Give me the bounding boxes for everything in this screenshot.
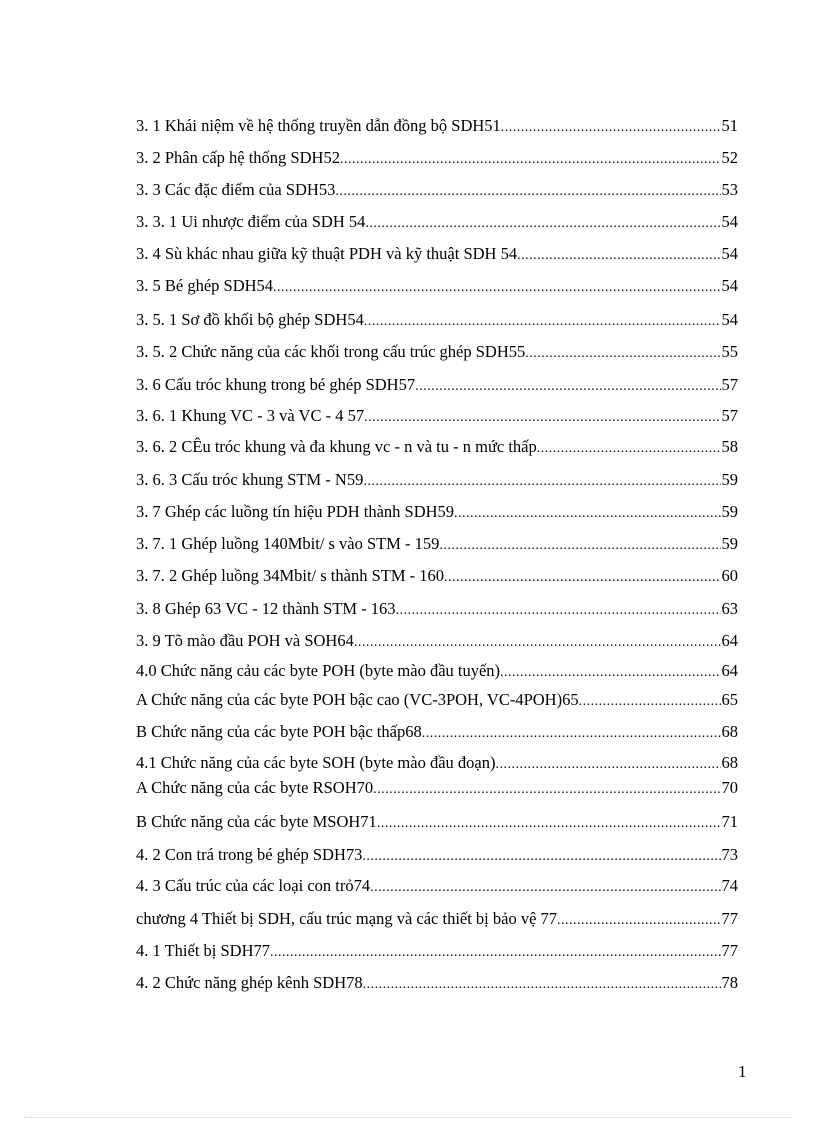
toc-entry-page: 53 — [721, 180, 738, 199]
toc-entry-title: 3. 6. 2 CÊu tróc khung và đa khung vc - n và tu - n mức thấp — [136, 437, 537, 456]
toc-entry-title: chương 4 Thiết bị SDH, cấu trúc mạng và các thiết bị bảo vệ 77 — [136, 909, 558, 928]
toc-entry-title: A Chức năng của các byte RSOH70 — [136, 778, 374, 797]
toc-entry — [136, 599, 738, 621]
toc-entry-page: 52 — [721, 148, 738, 167]
toc-entry — [136, 876, 738, 898]
toc-entry-page: 54 — [721, 244, 738, 263]
toc-entry-page: 64 — [721, 661, 738, 680]
toc-entry-page: 57 — [721, 406, 738, 425]
toc-entry-leader-dots — [362, 847, 720, 867]
toc-entry-leader-dots — [365, 214, 720, 234]
toc-entry-page: 74 — [721, 876, 738, 895]
toc-entry-leader-dots — [270, 943, 721, 963]
toc-entry-page: 54 — [721, 276, 738, 295]
toc-entry — [136, 812, 738, 834]
toc-entry — [136, 180, 738, 202]
toc-entry — [136, 470, 738, 492]
toc-entry-leader-dots — [579, 692, 721, 712]
page-number: 1 — [738, 1062, 747, 1081]
toc-entry — [136, 909, 738, 931]
toc-entry-leader-dots — [273, 278, 720, 298]
toc-entry — [136, 116, 738, 138]
toc-entry-page: 78 — [721, 973, 738, 992]
toc-entry-page: 68 — [721, 722, 738, 741]
toc-entry — [136, 722, 738, 744]
toc-entry — [136, 502, 738, 524]
toc-entry-page: 51 — [721, 116, 738, 135]
toc-entry-leader-dots — [364, 312, 721, 332]
toc-entry-page: 65 — [721, 690, 738, 709]
toc-entry-title: 4. 3 Cấu trúc của các loại con trỏ74 — [136, 876, 371, 895]
toc-entry-leader-dots — [454, 504, 720, 524]
toc-entry-leader-dots — [500, 663, 720, 683]
toc-entry-page: 57 — [721, 375, 738, 394]
toc-entry-title: 3. 5. 2 Chức năng của các khối trong cấu trúc ghép SDH55 — [136, 342, 526, 361]
toc-entry-page: 59 — [721, 470, 738, 489]
toc-entry-page: 55 — [721, 342, 738, 361]
toc-entry-leader-dots — [340, 150, 721, 170]
toc-entry-page: 64 — [721, 631, 738, 650]
toc-entry-title: 3. 6 Cấu tróc khung trong bé ghép SDH57 — [136, 375, 416, 394]
toc-entry-page: 54 — [721, 310, 738, 329]
toc-entry-leader-dots — [501, 118, 721, 138]
toc-entry-leader-dots — [363, 472, 720, 492]
toc-entry-leader-dots — [444, 568, 721, 588]
toc-entry — [136, 375, 738, 397]
toc-entry-leader-dots — [354, 633, 721, 653]
page-bottom-divider — [24, 1117, 792, 1118]
toc-entry-leader-dots — [364, 408, 720, 428]
toc-entry-leader-dots — [370, 878, 720, 898]
toc-entry — [136, 845, 738, 867]
toc-entry-title: 3. 4 Sù khác nhau giữa kỹ thuật PDH và kỹ thuật SDH 54 — [136, 244, 518, 263]
toc-entry-leader-dots — [439, 536, 720, 556]
toc-entry — [136, 690, 738, 712]
toc-entry — [136, 753, 738, 775]
toc-entry-title: B Chức năng của các byte MSOH71 — [136, 812, 377, 831]
toc-entry-title: 3. 7. 1 Ghép luồng 140Mbit/ s vào STM - 159 — [136, 534, 440, 553]
toc-entry-title: 4.1 Chức năng của các byte SOH (byte mào đầu đoạn) — [136, 753, 496, 772]
toc-entry-title: 3. 3. 1 Ui nhược điểm của SDH 54 — [136, 212, 366, 231]
toc-entry-page: 77 — [721, 941, 738, 960]
toc-entry-leader-dots — [373, 780, 720, 800]
toc-entry-title: 4. 2 Con trá trong bé ghép SDH73 — [136, 845, 363, 864]
toc-entry-page: 68 — [721, 753, 738, 772]
toc-entry-title: 3. 2 Phân cấp hệ thống SDH52 — [136, 148, 340, 167]
toc-entry — [136, 973, 738, 995]
toc-entry — [136, 244, 738, 266]
toc-entry-leader-dots — [525, 344, 720, 364]
toc-entry-page: 54 — [721, 212, 738, 231]
toc-entry-title: 4.0 Chức năng cảu các byte POH (byte mào đầu tuyến) — [136, 661, 501, 680]
toc-entry-leader-dots — [415, 377, 720, 397]
toc-entry-leader-dots — [422, 724, 721, 744]
toc-entry-page: 77 — [721, 909, 738, 928]
toc-entry-title: 3. 6. 3 Cấu tróc khung STM - N59 — [136, 470, 364, 489]
toc-entry-title: 3. 7 Ghép các luồng tín hiệu PDH thành SDH59 — [136, 502, 455, 521]
toc-entry-title: 3. 3 Các đặc điểm của SDH53 — [136, 180, 336, 199]
toc-entry — [136, 661, 738, 683]
toc-entry-title: 3. 6. 1 Khung VC - 3 và VC - 4 57 — [136, 406, 365, 425]
toc-entry-leader-dots — [557, 911, 720, 931]
toc-entry — [136, 276, 738, 298]
toc-entry-leader-dots — [517, 246, 720, 266]
toc-entry-title: 3. 5. 1 Sơ đồ khối bộ ghép SDH54 — [136, 310, 364, 329]
toc-entry — [136, 941, 738, 963]
toc-entry — [136, 148, 738, 170]
toc-entry-title: 4. 2 Chức năng ghép kênh SDH78 — [136, 973, 363, 992]
toc-entry — [136, 406, 738, 428]
toc-entry-title: 3. 9 Tõ mào đầu POH và SOH64 — [136, 631, 354, 650]
toc-entry — [136, 437, 738, 459]
toc-entry-leader-dots — [537, 439, 721, 459]
toc-entry-title: A Chức năng của các byte POH bậc cao (VC-3POH, VC-4POH)65 — [136, 690, 579, 709]
toc-entry-page: 71 — [721, 812, 738, 831]
toc-entry-page: 58 — [721, 437, 738, 456]
toc-entry-page: 59 — [721, 534, 738, 553]
toc-entry-title: 3. 1 Khái niệm về hệ thống truyền dẫn đồng bộ SDH51 — [136, 116, 501, 135]
toc-entry — [136, 778, 738, 800]
toc-entry-title: B Chức năng của các byte POH bậc thấp68 — [136, 722, 422, 741]
toc-entry-title: 3. 8 Ghép 63 VC - 12 thành STM - 163 — [136, 599, 396, 618]
toc-entry-page: 70 — [721, 778, 738, 797]
toc-entry-page: 60 — [721, 566, 738, 585]
toc-entry-leader-dots — [377, 814, 721, 834]
toc-entry-title: 3. 7. 2 Ghép luồng 34Mbit/ s thành STM - 160 — [136, 566, 444, 585]
toc-entry-leader-dots — [363, 975, 721, 995]
toc-entry-leader-dots — [495, 755, 720, 775]
toc-entry-leader-dots — [335, 182, 720, 202]
toc-entry-page: 63 — [721, 599, 738, 618]
toc-entry — [136, 310, 738, 332]
toc-entry — [136, 566, 738, 588]
toc-entry — [136, 342, 738, 364]
toc-entry — [136, 212, 738, 234]
toc-entry-leader-dots — [396, 601, 721, 621]
toc-entry-title: 3. 5 Bé ghép SDH54 — [136, 276, 274, 295]
toc-entry-page: 73 — [721, 845, 738, 864]
toc-entry-page: 59 — [721, 502, 738, 521]
toc-entry — [136, 631, 738, 653]
toc-entry — [136, 534, 738, 556]
toc-entry-title: 4. 1 Thiết bị SDH77 — [136, 941, 270, 960]
